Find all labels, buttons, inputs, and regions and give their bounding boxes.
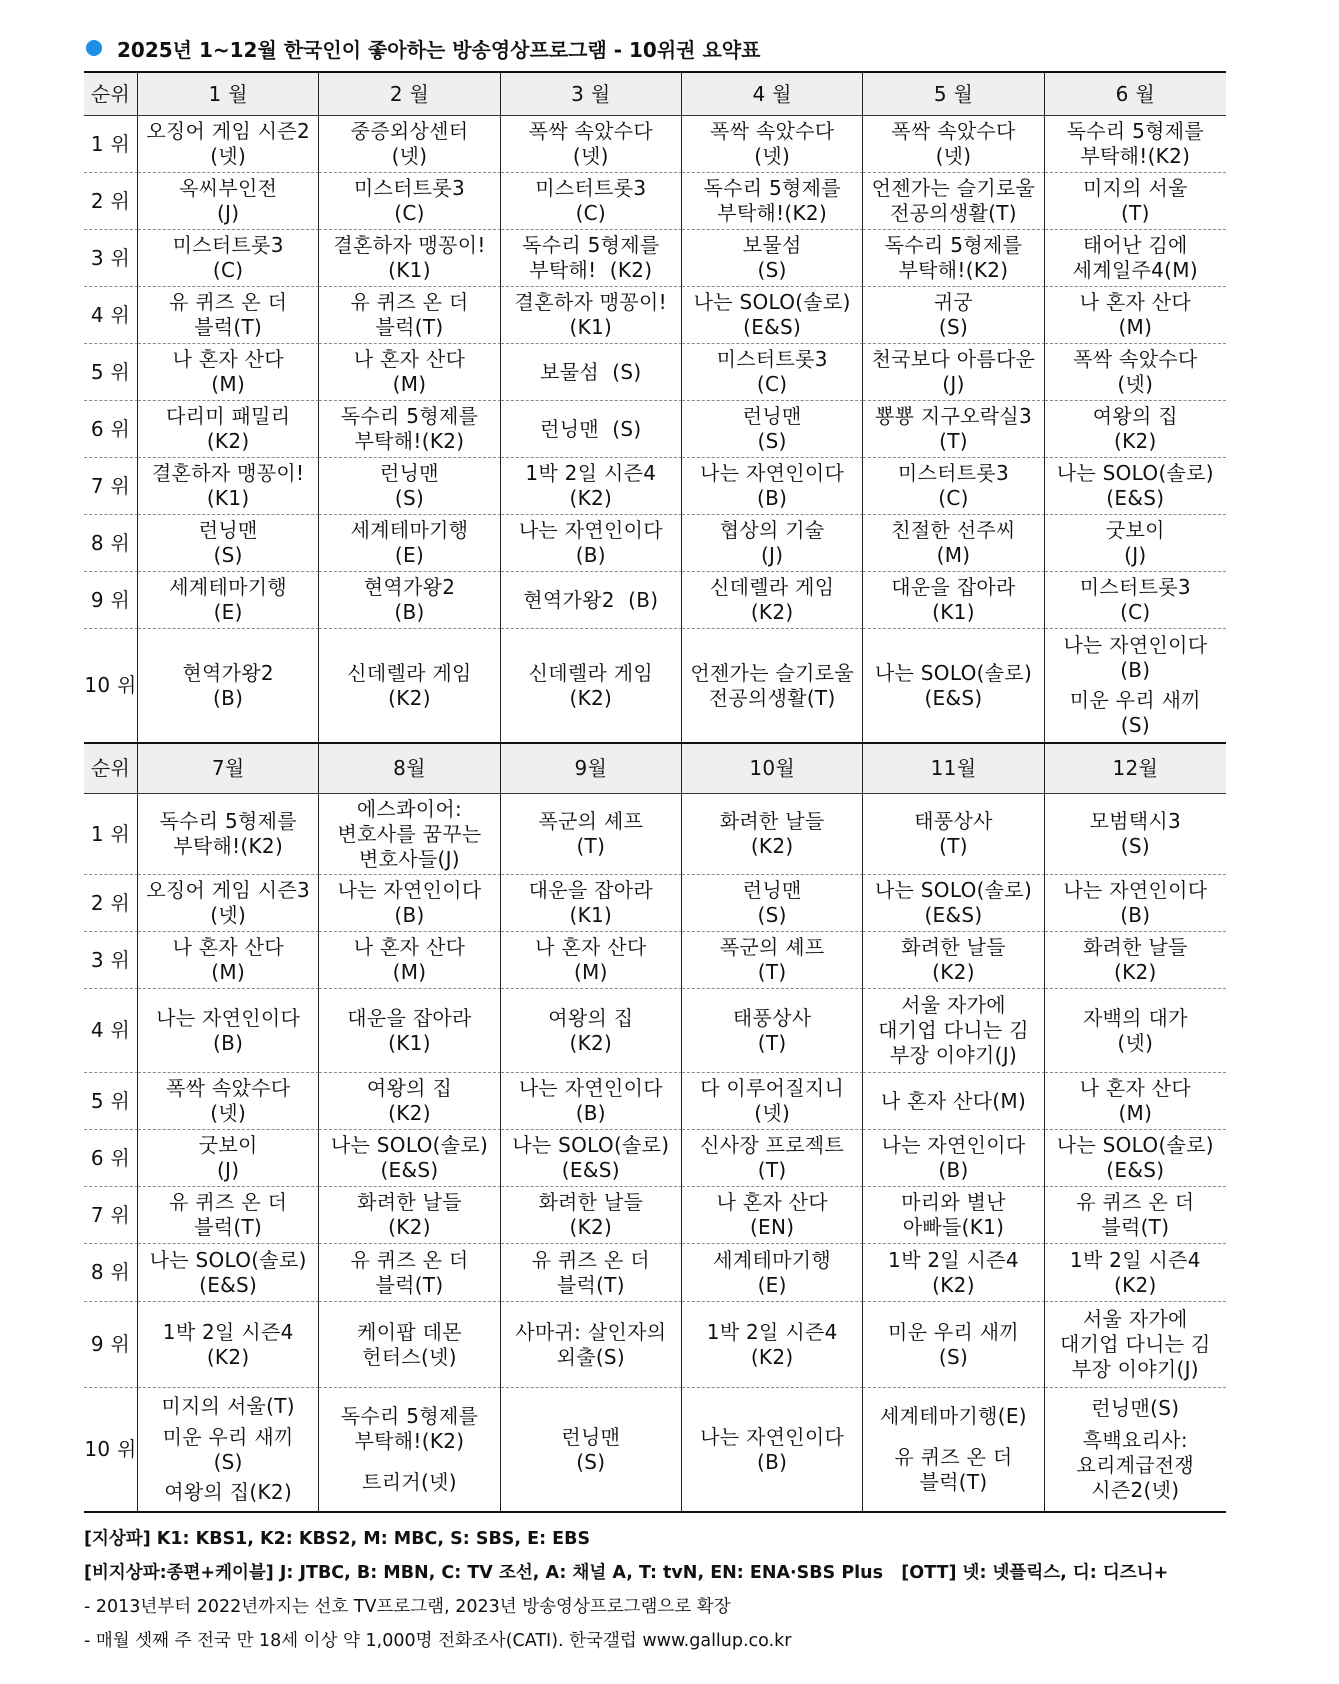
footer-notes bbox=[84, 1522, 1168, 1658]
program-entry: 미스터트롯3 (C) bbox=[172, 233, 284, 282]
program-cell bbox=[501, 1302, 682, 1388]
program-entry: 폭싹 속았수다 (넷) bbox=[891, 119, 1016, 168]
program-entry: 신데렐라 게임 (K2) bbox=[709, 575, 835, 624]
program-cell bbox=[863, 1244, 1044, 1302]
program-entry: 미스터트롯3 (C) bbox=[716, 347, 828, 396]
program-entry: 런닝맨 (S) bbox=[561, 1424, 621, 1474]
month-header: 9월 bbox=[501, 744, 682, 794]
ranking-table-second-half bbox=[84, 744, 1226, 1513]
program-cell bbox=[138, 932, 319, 989]
program-entry: 1박 2일 시즌4 (K2) bbox=[525, 461, 657, 510]
program-entry: 다리미 패밀리 (K2) bbox=[165, 404, 291, 453]
program-entry: 결혼하자 맹꽁이! (K1) bbox=[333, 233, 486, 282]
program-entry: 나는 자연인이다 (B) bbox=[881, 1133, 1026, 1182]
program-cell bbox=[682, 1187, 863, 1244]
program-entry: 대운을 잡아라 (K1) bbox=[347, 1005, 472, 1055]
rank-header: 순위 bbox=[84, 744, 138, 794]
program-entry: 화려한 날들 (K2) bbox=[538, 1190, 644, 1239]
program-entry: 케이팝 데몬 헌터스(넷) bbox=[357, 1319, 462, 1369]
program-entry: 중증외상센터 (넷) bbox=[350, 119, 469, 168]
program-cell bbox=[863, 1302, 1044, 1388]
program-cell bbox=[501, 287, 682, 344]
program-entry: 유 퀴즈 온 더 블럭(T) bbox=[350, 290, 469, 339]
program-cell bbox=[1045, 932, 1226, 989]
rank-label: 4 위 bbox=[84, 287, 138, 344]
program-cell bbox=[138, 458, 319, 515]
program-entry: 나는 자연인이다 (B) bbox=[337, 878, 482, 927]
program-cell bbox=[1045, 1130, 1226, 1187]
program-entry: 미스터트롯3 (C) bbox=[535, 176, 647, 225]
program-cell bbox=[501, 1073, 682, 1130]
program-cell bbox=[319, 989, 500, 1073]
program-entry: 화려한 날들 (K2) bbox=[357, 1190, 462, 1239]
program-entry: 태어난 김에 세계일주4(M) bbox=[1072, 233, 1198, 282]
program-cell bbox=[319, 572, 500, 629]
month-header: 12월 bbox=[1045, 744, 1226, 794]
program-entry: 굿보이 (J) bbox=[1105, 518, 1165, 567]
rank-label: 9 위 bbox=[84, 572, 138, 629]
bullet-icon bbox=[86, 40, 102, 56]
program-entry: 나 혼자 산다 (M) bbox=[1079, 290, 1192, 339]
program-entry: 런닝맨 (S) bbox=[742, 404, 802, 453]
program-entry: 유 퀴즈 온 더 블럭(T) bbox=[894, 1445, 1013, 1494]
program-entry: 세계테마기행 (E) bbox=[350, 518, 469, 567]
program-cell bbox=[863, 629, 1044, 744]
program-entry: 여왕의 집 (K2) bbox=[1092, 404, 1178, 453]
program-cell bbox=[1045, 173, 1226, 230]
program-entry: 나 혼자 산다 (EN) bbox=[716, 1190, 828, 1239]
program-cell bbox=[1045, 875, 1226, 932]
program-entry: 나 혼자 산다 (M) bbox=[353, 935, 466, 984]
program-cell bbox=[138, 344, 319, 401]
program-entry: 나 혼자 산다 (M) bbox=[1079, 1076, 1192, 1125]
program-entry: 나는 SOLO(솔로) (E&S) bbox=[330, 1133, 489, 1182]
program-entry: 나는 SOLO(솔로) (E&S) bbox=[874, 660, 1033, 710]
program-entry: 미지의 서울(T) bbox=[161, 1393, 295, 1418]
program-entry: 독수리 5형제를 부탁해!(K2) bbox=[884, 233, 1023, 282]
program-cell bbox=[501, 344, 682, 401]
program-entry: 나는 자연인이다 (B) bbox=[518, 1076, 663, 1125]
rank-label: 1 위 bbox=[84, 116, 138, 173]
program-entry: 미운 우리 새끼 (S) bbox=[887, 1319, 1020, 1369]
program-entry: 독수리 5형제를 부탁해!(K2) bbox=[703, 176, 841, 225]
program-cell bbox=[682, 629, 863, 744]
program-entry: 나는 SOLO(솔로) (E&S) bbox=[512, 1133, 670, 1182]
month-header: 7월 bbox=[138, 744, 319, 794]
program-cell bbox=[682, 230, 863, 287]
program-entry: 여왕의 집(K2) bbox=[164, 1480, 293, 1505]
program-entry: 굿보이 (J) bbox=[198, 1133, 258, 1182]
program-entry: 화려한 날들 (K2) bbox=[901, 935, 1006, 984]
program-entry: 자백의 대가 (넷) bbox=[1082, 1005, 1188, 1055]
program-entry: 독수리 5형제를 부탁해!(K2) bbox=[340, 1404, 479, 1453]
program-cell bbox=[863, 173, 1044, 230]
program-entry: 여왕의 집 (K2) bbox=[548, 1005, 634, 1055]
rank-label: 7 위 bbox=[84, 458, 138, 515]
program-entry: 1박 2일 시즌4 (K2) bbox=[1069, 1247, 1201, 1297]
program-cell bbox=[863, 344, 1044, 401]
program-entry: 미운 우리 새끼 (S) bbox=[1069, 687, 1201, 737]
program-entry: 1박 2일 시즌4 (K2) bbox=[888, 1247, 1019, 1297]
program-entry: 유 퀴즈 온 더 블럭(T) bbox=[169, 1190, 288, 1239]
program-entry: 런닝맨 (S) bbox=[540, 416, 642, 441]
program-entry: 독수리 5형제를 부탁해!(K2) bbox=[159, 809, 297, 858]
program-cell bbox=[501, 116, 682, 173]
program-cell bbox=[319, 1073, 500, 1130]
program-entry: 유 퀴즈 온 더 블럭(T) bbox=[531, 1247, 650, 1297]
program-entry: 나는 자연인이다 (B) bbox=[156, 1005, 301, 1055]
program-entry: 런닝맨 (S) bbox=[380, 461, 439, 510]
program-cell bbox=[863, 572, 1044, 629]
program-cell bbox=[319, 794, 500, 875]
program-entry: 뿅뿅 지구오락실3 (T) bbox=[874, 404, 1032, 453]
program-cell bbox=[1045, 629, 1226, 744]
program-cell bbox=[501, 1187, 682, 1244]
program-cell bbox=[682, 116, 863, 173]
program-entry: 폭싹 속았수다 (넷) bbox=[165, 1076, 291, 1125]
program-entry: 미스터트롯3 (C) bbox=[897, 461, 1010, 510]
program-cell bbox=[138, 173, 319, 230]
program-cell bbox=[863, 287, 1044, 344]
rank-label: 10 위 bbox=[84, 629, 138, 744]
rank-label: 8 위 bbox=[84, 515, 138, 572]
program-cell bbox=[863, 932, 1044, 989]
program-entry: 독수리 5형제를 부탁해!(K2) bbox=[340, 404, 479, 453]
program-entry: 세계테마기행 (E) bbox=[169, 575, 288, 624]
program-entry: 결혼하자 맹꽁이! (K1) bbox=[514, 290, 667, 339]
program-cell bbox=[1045, 1302, 1226, 1388]
program-entry: 세계테마기행(E) bbox=[880, 1404, 1027, 1428]
program-entry: 신데렐라 게임 (K2) bbox=[347, 660, 472, 710]
program-entry: 미지의 서울 (T) bbox=[1082, 176, 1188, 225]
program-cell bbox=[501, 515, 682, 572]
program-cell bbox=[138, 230, 319, 287]
program-cell bbox=[319, 1130, 500, 1187]
program-entry: 런닝맨(S) bbox=[1091, 1395, 1180, 1420]
program-entry: 나는 SOLO(솔로) (E&S) bbox=[693, 290, 851, 339]
program-entry: 오징어 게임 시즌3 (넷) bbox=[146, 878, 310, 927]
program-cell bbox=[138, 1187, 319, 1244]
month-header: 3 월 bbox=[501, 71, 682, 116]
page-title bbox=[86, 31, 760, 65]
program-entry: 현역가왕2 (B) bbox=[523, 587, 659, 612]
program-entry: 옥씨부인전 (J) bbox=[179, 176, 278, 225]
program-cell bbox=[501, 875, 682, 932]
program-cell bbox=[863, 515, 1044, 572]
program-entry: 서울 자가에 대기업 다니는 김 부장 이야기(J) bbox=[878, 993, 1029, 1067]
rank-label: 6 위 bbox=[84, 401, 138, 458]
program-cell bbox=[138, 629, 319, 744]
program-entry: 천국보다 아름다운 (J) bbox=[871, 347, 1036, 396]
program-cell bbox=[1045, 1244, 1226, 1302]
program-entry: 흑백요리사: 요리계급전쟁 시즌2(넷) bbox=[1076, 1428, 1195, 1503]
program-cell bbox=[138, 572, 319, 629]
program-entry: 나 혼자 산다 (M) bbox=[172, 935, 284, 984]
program-cell bbox=[319, 401, 500, 458]
program-cell bbox=[501, 932, 682, 989]
program-cell bbox=[682, 794, 863, 875]
program-entry: 폭싹 속았수다 (넷) bbox=[528, 119, 654, 168]
program-cell bbox=[319, 1302, 500, 1388]
program-entry: 대운을 잡아라 (K1) bbox=[528, 878, 654, 927]
program-cell bbox=[138, 515, 319, 572]
program-cell bbox=[501, 1244, 682, 1302]
program-cell bbox=[138, 794, 319, 875]
program-entry: 사마귀: 살인자의 외출(S) bbox=[515, 1319, 667, 1369]
program-entry: 여왕의 집 (K2) bbox=[366, 1076, 453, 1125]
program-cell bbox=[682, 1388, 863, 1513]
program-cell bbox=[863, 794, 1044, 875]
program-cell bbox=[682, 1302, 863, 1388]
program-cell bbox=[682, 401, 863, 458]
terrestrial-legend: [지상파] K1: KBS1, K2: KBS2, M: MBC, S: SBS, E: EBS bbox=[84, 1529, 591, 1549]
program-cell bbox=[863, 1187, 1044, 1244]
rank-label: 1 위 bbox=[84, 794, 138, 875]
program-cell bbox=[1045, 572, 1226, 629]
program-cell bbox=[319, 116, 500, 173]
program-cell bbox=[682, 515, 863, 572]
program-cell bbox=[319, 230, 500, 287]
rank-label: 7 위 bbox=[84, 1187, 138, 1244]
program-entry: 1박 2일 시즌4 (K2) bbox=[162, 1319, 294, 1369]
program-entry: 나는 자연인이다 (B) bbox=[518, 518, 663, 567]
non-terrestrial-legend: [비지상파:종편+케이블] J: JTBC, B: MBN, C: TV 조선, A: 채널 A, T: tvN, EN: ENA·SBS Plus [OTT] 넷: 넷플릭스, 디: 디즈니+ bbox=[84, 1563, 1169, 1583]
program-entry: 유 퀴즈 온 더 블럭(T) bbox=[1076, 1190, 1195, 1239]
program-entry: 폭군의 셰프 (T) bbox=[719, 935, 825, 984]
program-cell bbox=[319, 1388, 500, 1513]
program-entry: 미스터트롯3 (C) bbox=[353, 176, 466, 225]
rank-label: 5 위 bbox=[84, 344, 138, 401]
rank-label: 2 위 bbox=[84, 173, 138, 230]
program-entry: 현역가왕2 (B) bbox=[182, 660, 274, 710]
program-entry: 나 혼자 산다(M) bbox=[880, 1088, 1027, 1113]
program-entry: 현역가왕2 (B) bbox=[363, 575, 456, 624]
rank-label: 3 위 bbox=[84, 932, 138, 989]
program-cell bbox=[501, 989, 682, 1073]
program-entry: 언젠가는 슬기로울 전공의생활(T) bbox=[690, 660, 854, 710]
program-cell bbox=[319, 1244, 500, 1302]
program-entry: 유 퀴즈 온 더 블럭(T) bbox=[169, 290, 288, 339]
program-cell bbox=[863, 116, 1044, 173]
month-header: 1 월 bbox=[138, 71, 319, 116]
program-cell bbox=[682, 989, 863, 1073]
program-cell bbox=[138, 1388, 319, 1513]
program-cell bbox=[1045, 1388, 1226, 1513]
program-entry: 친절한 선주씨 (M) bbox=[891, 518, 1016, 567]
month-header: 10월 bbox=[682, 744, 863, 794]
program-entry: 귀궁 (S) bbox=[933, 290, 974, 339]
program-entry: 1박 2일 시즌4 (K2) bbox=[706, 1319, 838, 1369]
program-entry: 화려한 날들 (K2) bbox=[1082, 935, 1188, 984]
rank-label: 3 위 bbox=[84, 230, 138, 287]
program-entry: 나는 SOLO(솔로) (E&S) bbox=[149, 1247, 307, 1297]
program-entry: 모범택시3 (S) bbox=[1089, 809, 1182, 858]
program-entry: 나 혼자 산다 (M) bbox=[535, 935, 647, 984]
program-cell bbox=[682, 932, 863, 989]
program-entry: 나는 자연인이다 (B) bbox=[700, 461, 845, 510]
program-entry: 런닝맨 (S) bbox=[198, 518, 258, 567]
program-cell bbox=[863, 230, 1044, 287]
program-cell bbox=[1045, 116, 1226, 173]
month-header: 8월 bbox=[319, 744, 500, 794]
program-entry: 신데렐라 게임 (K2) bbox=[528, 660, 654, 710]
program-cell bbox=[682, 572, 863, 629]
program-cell bbox=[501, 458, 682, 515]
program-entry: 미운 우리 새끼 (S) bbox=[162, 1424, 294, 1474]
footnote: - 매월 셋째 주 전국 만 18세 이상 약 1,000명 전화조사(CATI). 한국갤럽 www.gallup.co.kr bbox=[84, 1631, 792, 1651]
program-entry: 런닝맨 (S) bbox=[742, 878, 802, 927]
program-entry: 폭싹 속았수다 (넷) bbox=[709, 119, 835, 168]
program-cell bbox=[863, 401, 1044, 458]
program-cell bbox=[138, 989, 319, 1073]
month-header: 11월 bbox=[863, 744, 1044, 794]
program-cell bbox=[319, 932, 500, 989]
program-entry: 서울 자가에 대기업 다니는 김 부장 이야기(J) bbox=[1059, 1307, 1211, 1381]
rank-label: 4 위 bbox=[84, 989, 138, 1073]
program-entry: 세계테마기행 (E) bbox=[713, 1247, 832, 1297]
program-cell bbox=[138, 116, 319, 173]
program-cell bbox=[138, 1073, 319, 1130]
program-entry: 유 퀴즈 온 더 블럭(T) bbox=[350, 1247, 469, 1297]
program-cell bbox=[501, 1388, 682, 1513]
program-cell bbox=[1045, 230, 1226, 287]
program-entry: 언젠가는 슬기로울 전공의생활(T) bbox=[871, 176, 1036, 225]
program-entry: 독수리 5형제를 부탁해! (K2) bbox=[522, 233, 660, 282]
program-entry: 보물섬 (S) bbox=[540, 359, 642, 384]
program-cell bbox=[1045, 287, 1226, 344]
program-cell bbox=[501, 1130, 682, 1187]
program-cell bbox=[682, 1244, 863, 1302]
program-cell bbox=[863, 875, 1044, 932]
rank-label: 9 위 bbox=[84, 1302, 138, 1388]
program-entry: 나는 SOLO(솔로) (E&S) bbox=[1056, 1133, 1214, 1182]
program-entry: 태풍상사 (T) bbox=[914, 809, 993, 858]
program-cell bbox=[1045, 1073, 1226, 1130]
program-entry: 폭군의 셰프 (T) bbox=[538, 809, 644, 858]
program-entry: 대운을 잡아라 (K1) bbox=[891, 575, 1016, 624]
program-entry: 에스콰이어: 변호사를 꿈꾸는 변호사들(J) bbox=[337, 796, 482, 871]
program-cell bbox=[682, 287, 863, 344]
program-cell bbox=[138, 1302, 319, 1388]
program-entry: 폭싹 속았수다 (넷) bbox=[1073, 347, 1198, 396]
program-cell bbox=[138, 287, 319, 344]
program-cell bbox=[319, 458, 500, 515]
program-cell bbox=[501, 401, 682, 458]
program-cell bbox=[501, 572, 682, 629]
program-cell bbox=[682, 458, 863, 515]
program-entry: 미스터트롯3 (C) bbox=[1079, 575, 1191, 624]
program-entry: 화려한 날들 (K2) bbox=[719, 809, 825, 858]
program-entry: 결혼하자 맹꽁이! (K1) bbox=[152, 461, 305, 510]
program-cell bbox=[319, 344, 500, 401]
program-cell bbox=[138, 401, 319, 458]
program-cell bbox=[682, 1073, 863, 1130]
rank-label: 5 위 bbox=[84, 1073, 138, 1130]
program-entry: 보물섬 (S) bbox=[742, 233, 802, 282]
program-cell bbox=[319, 287, 500, 344]
program-cell bbox=[501, 794, 682, 875]
month-header: 2 월 bbox=[319, 71, 500, 116]
program-entry: 마리와 별난 아빠들(K1) bbox=[901, 1190, 1006, 1239]
rank-label: 6 위 bbox=[84, 1130, 138, 1187]
program-cell bbox=[863, 989, 1044, 1073]
rank-label: 8 위 bbox=[84, 1244, 138, 1302]
program-entry: 신사장 프로젝트 (T) bbox=[700, 1133, 845, 1182]
program-entry: 나 혼자 산다 (M) bbox=[172, 347, 284, 396]
program-cell bbox=[501, 173, 682, 230]
program-cell bbox=[682, 173, 863, 230]
program-cell bbox=[138, 875, 319, 932]
program-cell bbox=[1045, 344, 1226, 401]
program-entry: 트리거(넷) bbox=[362, 1470, 457, 1494]
footnote: - 2013년부터 2022년까지는 선호 TV프로그램, 2023년 방송영상프로그램으로 확장 bbox=[84, 1597, 731, 1617]
program-cell bbox=[1045, 515, 1226, 572]
program-cell bbox=[501, 629, 682, 744]
program-cell bbox=[319, 629, 500, 744]
program-entry: 나 혼자 산다 (M) bbox=[353, 347, 466, 396]
program-cell bbox=[1045, 794, 1226, 875]
program-cell bbox=[682, 344, 863, 401]
program-cell bbox=[319, 875, 500, 932]
rank-label: 10 위 bbox=[84, 1388, 138, 1513]
program-cell bbox=[863, 1388, 1044, 1513]
page-title-text: 2025년 1~12월 한국인이 좋아하는 방송영상프로그램 - 10위권 요약표 bbox=[117, 37, 761, 62]
program-cell bbox=[1045, 989, 1226, 1073]
program-cell bbox=[319, 173, 500, 230]
program-cell bbox=[319, 1187, 500, 1244]
program-entry: 나는 자연인이다 (B) bbox=[1063, 878, 1208, 927]
program-cell bbox=[863, 1130, 1044, 1187]
program-entry: 나는 자연인이다 (B) bbox=[700, 1424, 845, 1474]
program-entry: 태풍상사 (T) bbox=[732, 1005, 812, 1055]
program-cell bbox=[1045, 458, 1226, 515]
rank-label: 2 위 bbox=[84, 875, 138, 932]
program-cell bbox=[682, 1130, 863, 1187]
program-cell bbox=[501, 230, 682, 287]
program-entry: 나는 SOLO(솔로) (E&S) bbox=[1056, 461, 1214, 510]
program-entry: 독수리 5형제를 부탁해!(K2) bbox=[1066, 119, 1205, 168]
rank-header: 순위 bbox=[84, 71, 138, 116]
program-entry: 나는 자연인이다 (B) bbox=[1063, 633, 1208, 683]
program-entry: 다 이루어질지니 (넷) bbox=[700, 1076, 845, 1125]
ranking-table-first-half bbox=[84, 71, 1226, 744]
month-header: 5 월 bbox=[863, 71, 1044, 116]
program-cell bbox=[1045, 1187, 1226, 1244]
program-entry: 오징어 게임 시즌2 (넷) bbox=[146, 119, 310, 168]
program-cell bbox=[138, 1244, 319, 1302]
program-cell bbox=[319, 515, 500, 572]
program-cell bbox=[138, 1130, 319, 1187]
program-cell bbox=[1045, 401, 1226, 458]
month-header: 4 월 bbox=[682, 71, 863, 116]
program-cell bbox=[863, 458, 1044, 515]
month-header: 6 월 bbox=[1045, 71, 1226, 116]
program-cell bbox=[863, 1073, 1044, 1130]
program-cell bbox=[682, 875, 863, 932]
program-entry: 나는 SOLO(솔로) (E&S) bbox=[874, 878, 1033, 927]
program-entry: 협상의 기술 (J) bbox=[719, 518, 825, 567]
